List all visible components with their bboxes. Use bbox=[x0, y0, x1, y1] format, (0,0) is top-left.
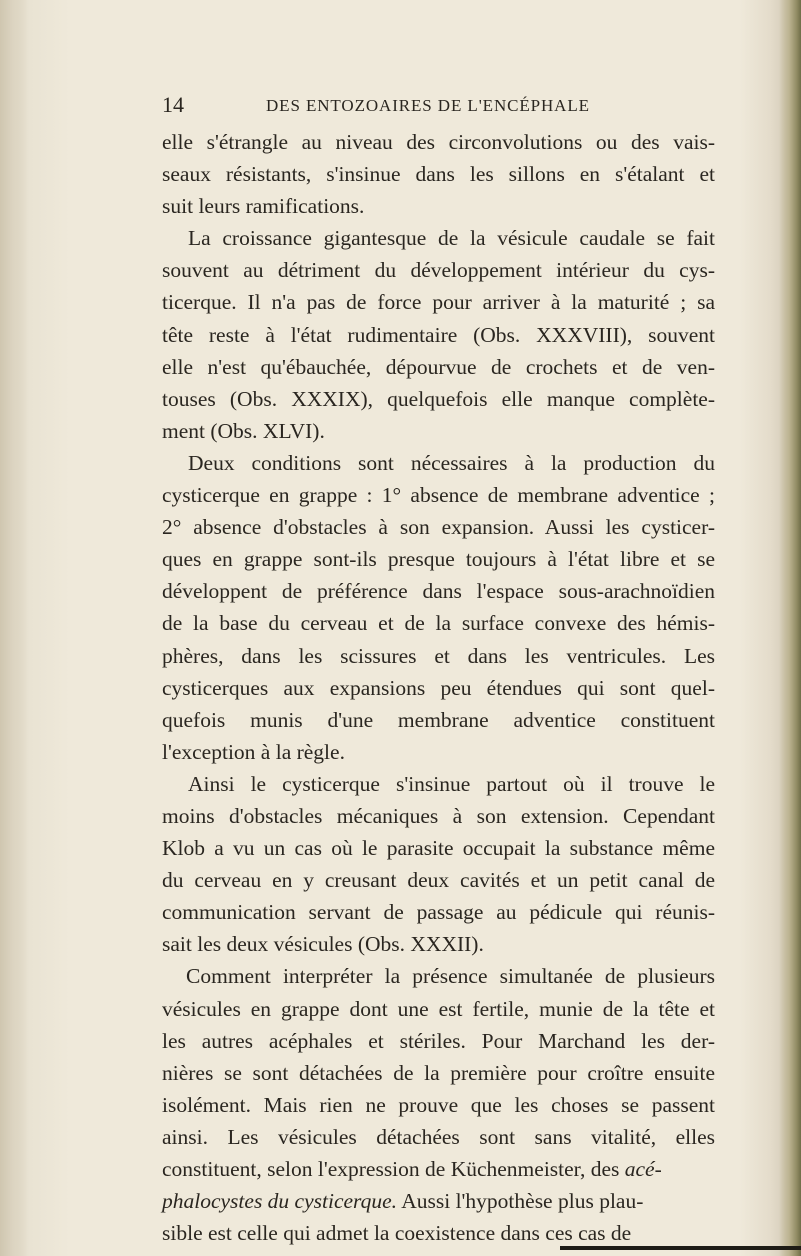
text-line: développent de préférence dans l'espace sous-arachnoïdien bbox=[162, 579, 715, 604]
text-line: ainsi. Les vésicules détachées sont sans vitalité, elles bbox=[162, 1124, 715, 1149]
body-text bbox=[162, 126, 715, 1249]
text-line: elle n'est qu'ébauchée, dépourvue de crochets et de ven- bbox=[162, 354, 715, 379]
text-line: souvent au détriment du développement intérieur du cys- bbox=[162, 258, 715, 283]
text-line: sible est celle qui admet la coexistence dans ces cas de bbox=[162, 1221, 632, 1246]
italic-term: phalocystes du cysticerque. bbox=[162, 1189, 398, 1214]
text-line-mixed bbox=[162, 1153, 715, 1185]
text-line: elle s'étrangle au niveau des circonvolutions ou des vais- bbox=[162, 130, 715, 154]
text-line: les autres acéphales et stériles. Pour Marchand les der- bbox=[162, 1028, 715, 1053]
running-head bbox=[162, 94, 722, 118]
text-line: cysticerque en grappe : 1° absence de membrane adventice ; bbox=[162, 483, 715, 508]
text-line: de la base du cerveau et de la surface convexe des hémis- bbox=[162, 611, 715, 636]
running-title: DES ENTOZOAIRES DE L'ENCÉPHALE bbox=[266, 96, 590, 115]
text-line: l'exception à la règle. bbox=[162, 739, 345, 764]
text-line: isolément. Mais rien ne prouve que les choses se passent bbox=[162, 1092, 715, 1117]
text-line: cysticerques aux expansions peu étendues qui sont quel- bbox=[162, 675, 715, 700]
page-number: 14 bbox=[162, 92, 184, 117]
text-line: vésicules en grappe dont une est fertile, munie de la tête et bbox=[162, 996, 715, 1021]
text-line: Ainsi le cysticerque s'insinue partout où il trouve le bbox=[188, 771, 715, 796]
text-segment: Aussi l'hypothèse plus plau- bbox=[397, 1189, 644, 1214]
text-line: communication servant de passage au pédicule qui réunis- bbox=[162, 900, 715, 925]
text-line: moins d'obstacles mécaniques à son extension. Cependant bbox=[162, 803, 715, 828]
text-line: Comment interpréter la présence simultanée de plusieurs bbox=[186, 964, 715, 989]
text-line: du cerveau en y creusant deux cavités et un petit canal de bbox=[162, 868, 715, 893]
text-line: Deux conditions sont nécessaires à la production du bbox=[188, 450, 715, 475]
text-line: touses (Obs. XXXIX), quelquefois elle manque complète- bbox=[162, 386, 715, 411]
text-line: ques en grappe sont-ils presque toujours à l'état libre et se bbox=[162, 547, 715, 572]
text-line-mixed bbox=[162, 1185, 715, 1217]
text-line: tête reste à l'état rudimentaire (Obs. XXXVIII), souvent bbox=[162, 322, 715, 347]
text-line: Klob a vu un cas où le parasite occupait la substance même bbox=[162, 836, 715, 861]
text-line: La croissance gigantesque de la vésicule caudale se fait bbox=[188, 226, 715, 251]
text-line: ticerque. Il n'a pas de force pour arriver à la maturité ; sa bbox=[162, 290, 715, 315]
text-line: quefois munis d'une membrane adventice constituent bbox=[162, 707, 715, 732]
italic-term: acé- bbox=[624, 1157, 662, 1181]
page-gutter-shadow bbox=[0, 0, 28, 1256]
text-line: sait les deux vésicules (Obs. XXXII). bbox=[162, 932, 484, 957]
text-line: ment (Obs. XLVI). bbox=[162, 418, 325, 443]
text-segment: constituent, selon l'expression de Küchenmeister, des bbox=[162, 1157, 620, 1181]
text-line: seaux résistants, s'insinue dans les sillons en s'étalant et bbox=[162, 162, 715, 187]
text-line: nières se sont détachées de la première pour croître ensuite bbox=[162, 1060, 715, 1085]
page-edge-shadow bbox=[779, 0, 801, 1256]
text-line: phères, dans les scissures et dans les ventricules. Les bbox=[162, 643, 715, 668]
text-line: suit leurs ramifications. bbox=[162, 194, 365, 219]
text-line: 2° absence d'obstacles à son expansion. Aussi les cysticer- bbox=[162, 515, 715, 540]
